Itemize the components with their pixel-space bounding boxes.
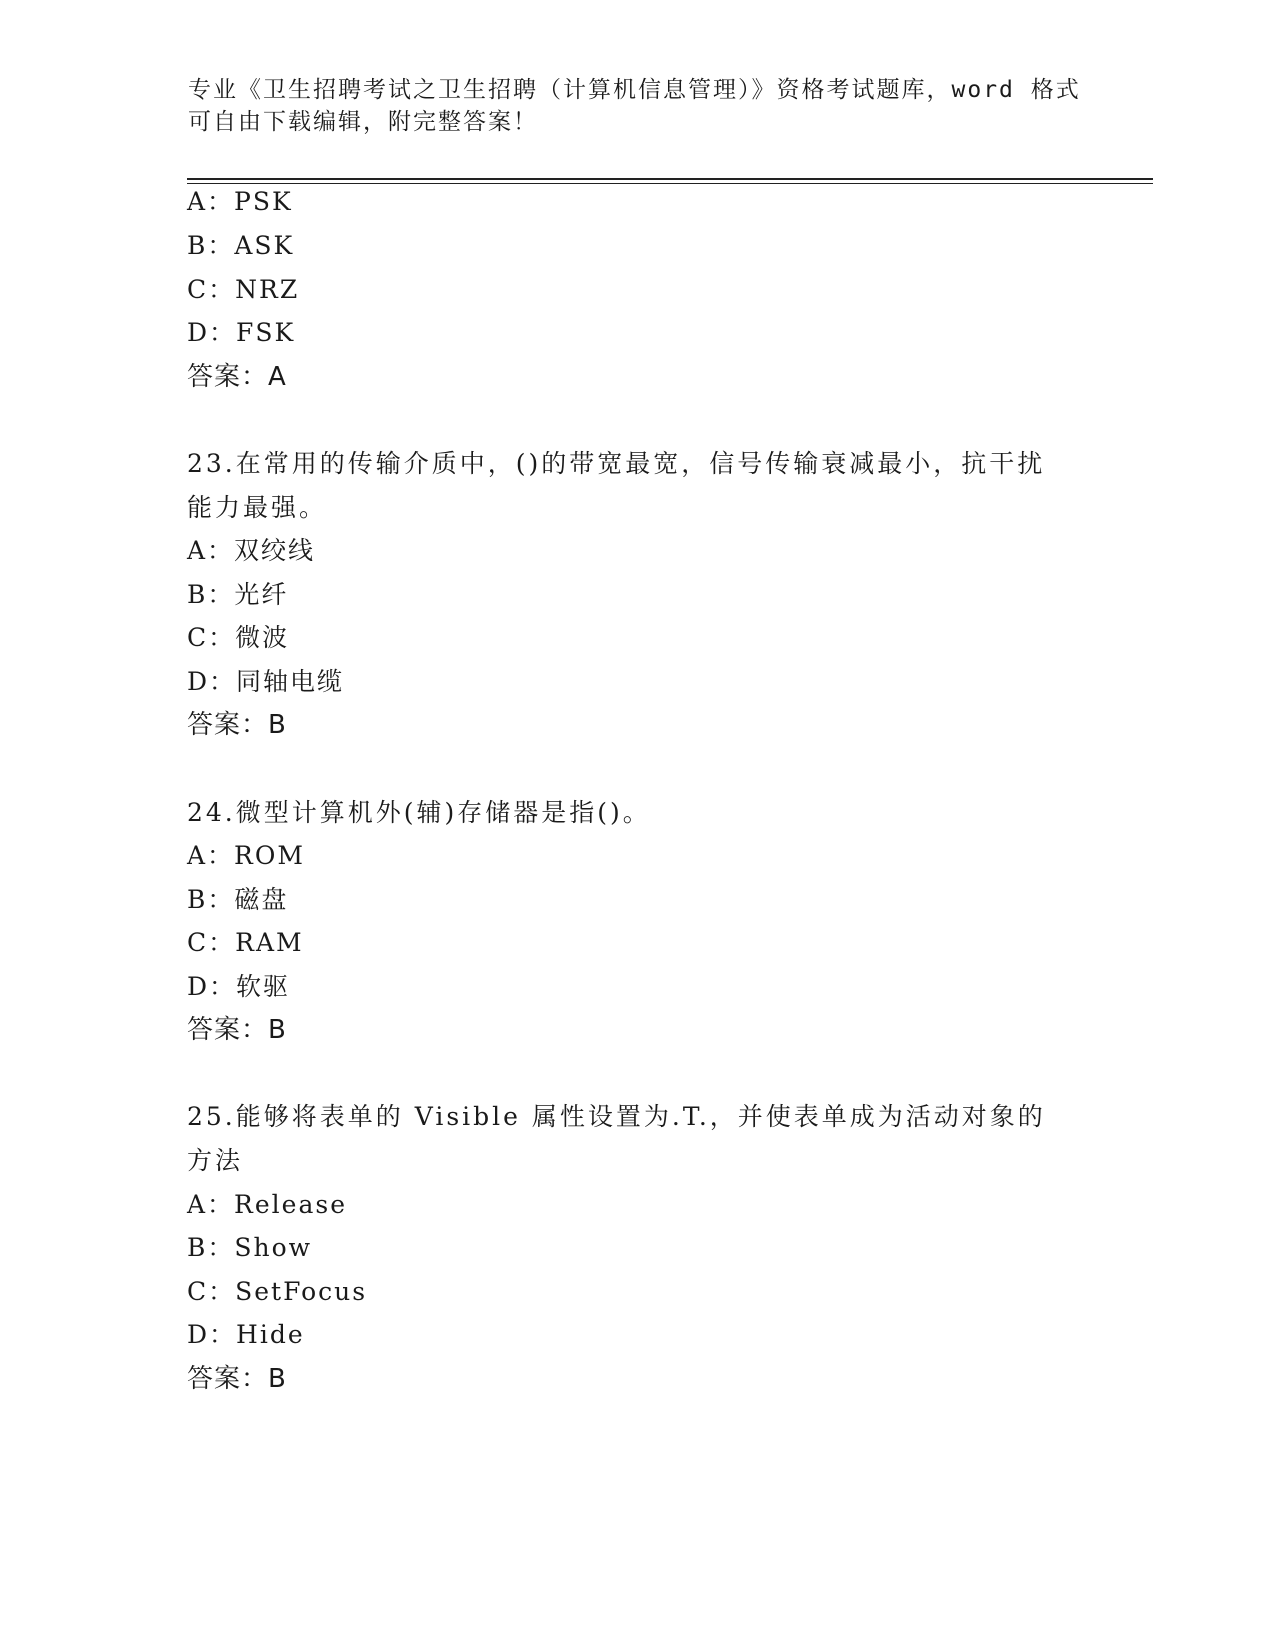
q25-answer: 答案：B <box>187 1364 287 1394</box>
q24-stem-line-1: 24.微型计算机外(辅)存储器是指()。 <box>187 798 651 827</box>
header-divider-thick <box>187 178 1153 180</box>
q25-option-a: A：Release <box>187 1190 347 1219</box>
q24-option-c: C：RAM <box>187 928 304 957</box>
q22-option-c: C：NRZ <box>187 275 300 304</box>
header-line-2: 可自由下载编辑，附完整答案！ <box>188 109 538 135</box>
q25-stem-line-2: 方法 <box>187 1146 244 1175</box>
q25-option-b: B：Show <box>187 1233 313 1262</box>
header-divider-thin <box>187 183 1153 184</box>
q23-option-a: A：双绞线 <box>187 536 316 565</box>
q25-option-d: D：Hide <box>187 1320 305 1349</box>
q23-option-b: B：光纤 <box>187 580 289 609</box>
document-header <box>188 74 1088 138</box>
q22-option-a: A：PSK <box>187 187 293 216</box>
q24-option-d: D：软驱 <box>187 972 291 1001</box>
q22-option-d: D：FSK <box>187 318 296 347</box>
q22-answer: 答案：A <box>187 362 287 392</box>
q24-option-a: A：ROM <box>187 841 305 870</box>
q24-option-b: B：磁盘 <box>187 885 289 914</box>
header-line-1: 专业《卫生招聘考试之卫生招聘（计算机信息管理）》资格考试题库，word 格式 <box>188 77 1081 103</box>
q23-stem-line-1: 23.在常用的传输介质中，()的带宽最宽，信号传输衰减最小，抗干扰 <box>187 449 1046 478</box>
q25-option-c: C：SetFocus <box>187 1277 368 1306</box>
q24-answer: 答案：B <box>187 1015 287 1045</box>
q25-stem-line-1: 25.能够将表单的 Visible 属性设置为.T.，并使表单成为活动对象的 <box>187 1102 1046 1131</box>
q23-option-c: C：微波 <box>187 623 290 652</box>
q23-option-d: D：同轴电缆 <box>187 667 345 696</box>
q23-stem-line-2: 能力最强。 <box>187 493 328 522</box>
q22-option-b: B：ASK <box>187 231 295 260</box>
q23-answer: 答案：B <box>187 710 287 740</box>
